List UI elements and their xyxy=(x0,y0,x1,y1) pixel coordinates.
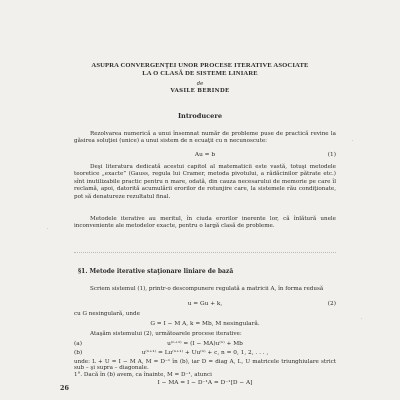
equation-label: (a) xyxy=(74,341,82,347)
equation-expression: u = Gu + k, xyxy=(187,301,223,307)
paragraph-text: 1°. Dacă în (b) avem, ca înainte, M = D⁻¹, atunci xyxy=(74,372,212,378)
divider xyxy=(74,252,336,253)
paragraph xyxy=(74,372,336,378)
equation-6 xyxy=(74,380,336,388)
scan-speck xyxy=(352,140,353,141)
paragraph xyxy=(74,286,336,293)
paragraph xyxy=(74,331,336,338)
title-line-1: ASUPRA CONVERGENŢEI UNOR PROCESE ITERATIVE ASOCIATE xyxy=(91,62,309,69)
equation-expression: u⁽ⁿ⁺¹⁾ = (I − MA)u⁽ⁿ⁾ + Mb xyxy=(167,341,243,347)
section-heading-introduction: Introducere xyxy=(177,112,223,120)
equation-4 xyxy=(74,341,336,349)
article-title xyxy=(0,62,400,79)
paragraph xyxy=(74,216,336,231)
equation-1 xyxy=(74,152,336,160)
equation-label: (b) xyxy=(74,350,83,356)
paragraph-text: Scriem sistemul (1), printr-o descompunere regulată a matricii A, în forma redusă xyxy=(90,286,324,292)
paragraph-text: Deşi literatura dedicată acestui capitol al matematicii este vastă, totuşi metodele teoretice „exacte” (Gauss, regula lui Cramer, metoda pivotului, a rădăcinilor pătrate etc.) sînt inutilizabile practic pentru n mare, odată, din cauza necesarului de memorie pe care îl reclamă, apoi, datorită acumulării erorilor de rotunjire care, la sistemele rău condiţionate, pot să denatureze rezultatul final. xyxy=(74,164,336,200)
equation-number: (2) xyxy=(327,301,336,307)
paragraph-text: cu G nesingulară, unde xyxy=(74,311,140,317)
equation-3 xyxy=(74,321,336,329)
scan-speck xyxy=(361,318,362,319)
paragraph xyxy=(74,131,336,146)
scan-speck xyxy=(47,228,48,229)
equation-expression: I − MA = I − D⁻¹A = D⁻¹[D − A] xyxy=(157,380,253,386)
paragraph-text: Rezolvarea numerică a unui însemnat număr de probleme puse de practică revine la găsirea soluţiei (unice) a unui sistem de n ecuaţii cu n necunoscute: xyxy=(74,131,336,145)
paragraph xyxy=(74,311,336,318)
author-name: VASILE BERINDE xyxy=(170,88,230,94)
equation-expression: Au = b xyxy=(194,152,216,158)
paragraph xyxy=(74,164,336,201)
equation-number: (1) xyxy=(327,152,336,158)
page-number: 26 xyxy=(60,384,69,392)
equation-expression: u⁽ⁿ⁺¹⁾ = Lu⁽ⁿ⁺¹⁾ + Uu⁽ⁿ⁾ + c, n = 0, 1, 2, . . . , xyxy=(141,350,269,356)
byline-prefix: de xyxy=(196,81,204,87)
title-line-2: LA O CLASĂ DE SISTEME LINIARE xyxy=(142,70,258,78)
section-heading-1: §1. Metode iterative staţionare liniare de bază xyxy=(78,268,234,275)
paragraph-text: Ataşăm sistemului (2), următoarele procese iterative: xyxy=(90,331,242,337)
equation-2 xyxy=(74,301,336,309)
paragraph xyxy=(74,359,336,372)
paragraph-text: unde: L + U = I − M A, M = D⁻¹ în (b), iar D = diag A, L, U matricele triunghiulare strict sub – şi supra – diagonale. xyxy=(74,359,336,372)
equation-5 xyxy=(74,350,336,358)
equation-expression: G = I − M A, k = Mb, M nesingulară. xyxy=(150,321,260,327)
paragraph-text: Metodele iterative au meritul, în ciuda erorilor inerente lor, că înlătură unele inconveniente ale metodelor exacte, pentru o largă clasă de probleme. xyxy=(74,216,336,230)
